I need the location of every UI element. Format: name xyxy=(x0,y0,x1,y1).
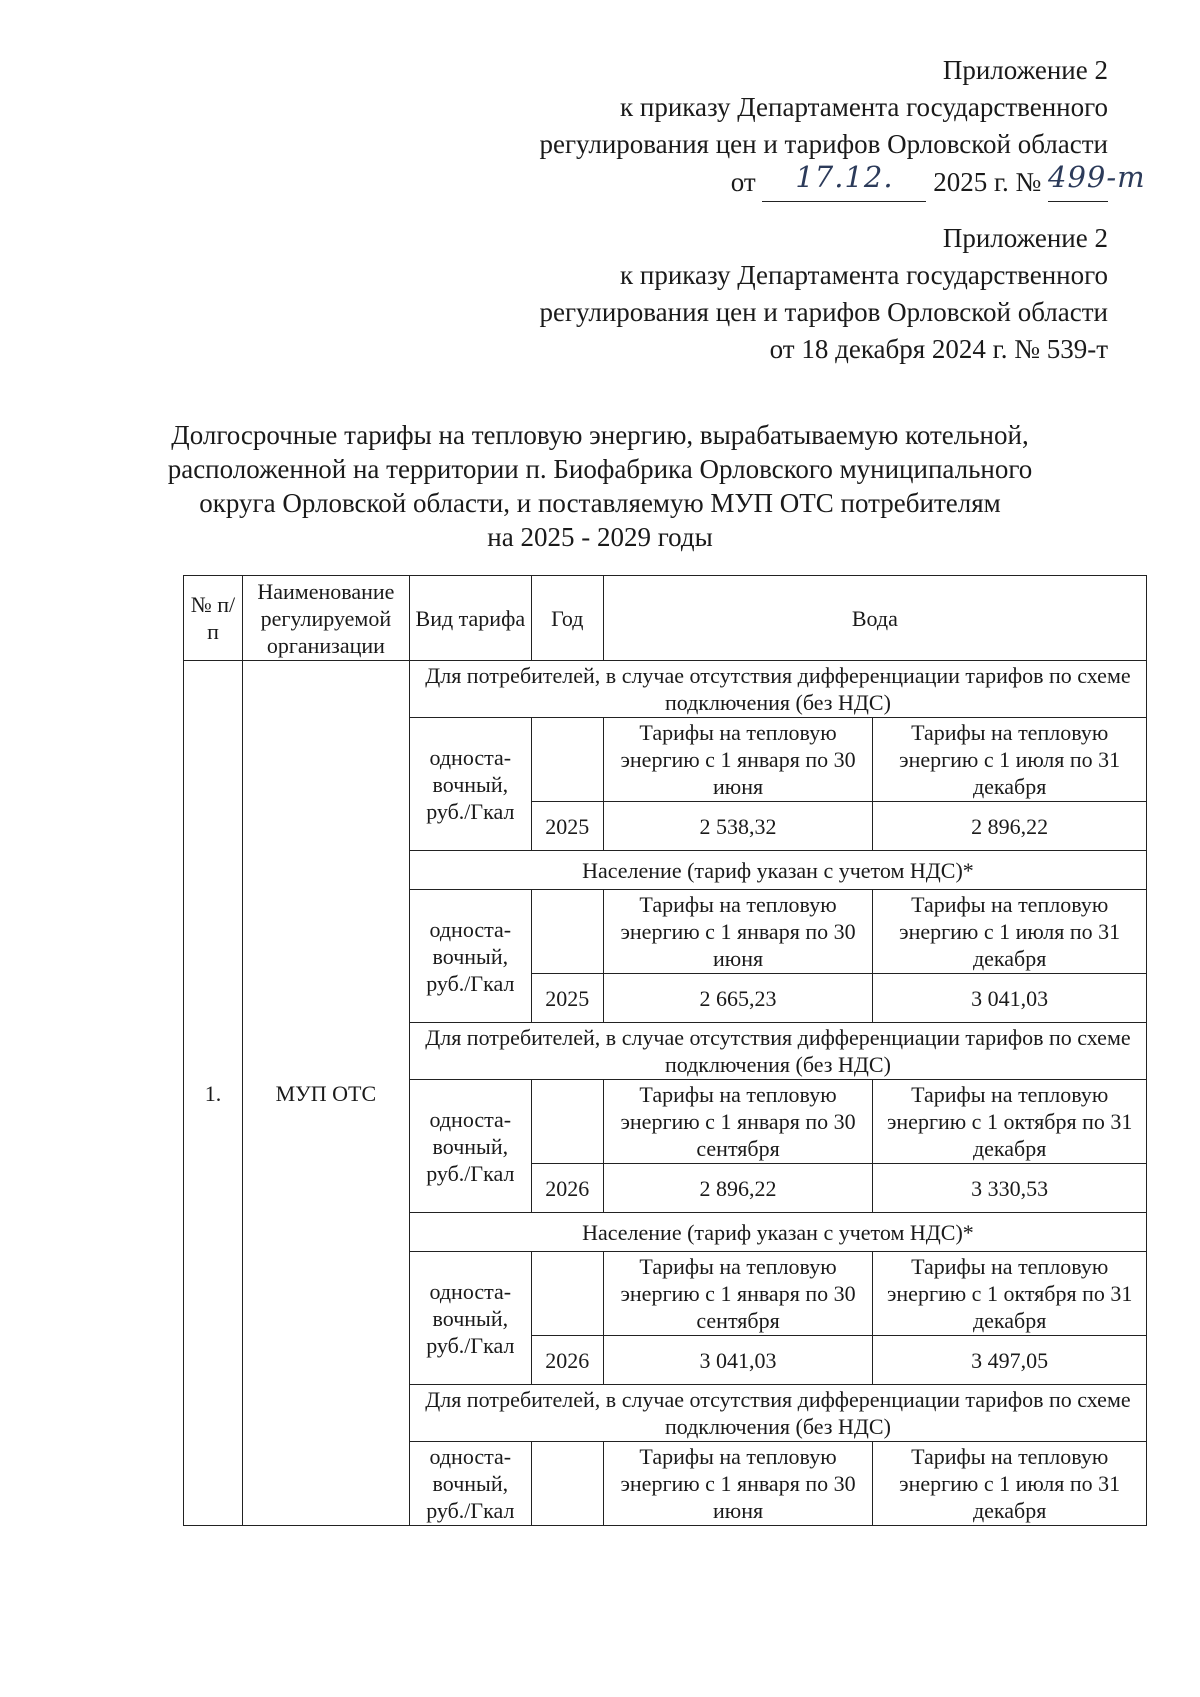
empty-year-cell xyxy=(531,718,603,802)
section-title: Для потребителей, в случае отсутствия дифференциации тарифов по схеме подключения (без НДС) xyxy=(409,1023,1146,1080)
appendix-old-line2: к приказу Департамента государственного xyxy=(620,260,1108,290)
title-line2: расположенной на территории п. Биофабрика Орловского муниципального xyxy=(167,454,1033,484)
appendix-new-date-line xyxy=(539,160,1146,202)
tariff-value-1: 2 896,22 xyxy=(603,1164,873,1213)
tariff-type: односта-вочный, руб./Гкал xyxy=(409,1080,531,1213)
title-line4: на 2025 - 2029 годы xyxy=(487,522,713,552)
period-1-label: Тарифы на тепловую энергию с 1 января по 30 сентября xyxy=(603,1080,873,1164)
year-text: 2025 г. № xyxy=(933,167,1042,197)
title-line3: округа Орловской области, и поставляемую МУП ОТС потребителям xyxy=(199,488,1001,518)
section-title: Население (тариф указан с учетом НДС)* xyxy=(409,851,1146,890)
appendix-old-line3: регулирования цен и тарифов Орловской области xyxy=(539,297,1108,327)
header-org: Наименование регулируемой организации xyxy=(242,576,409,661)
date-blank xyxy=(762,160,926,202)
tariff-value-2: 3 041,03 xyxy=(873,974,1147,1023)
date-prefix: от xyxy=(730,167,756,197)
tariff-value-1: 3 041,03 xyxy=(603,1336,873,1385)
org-name: МУП ОТС xyxy=(242,661,409,1526)
appendix-old-line4: от 18 декабря 2024 г. № 539-т xyxy=(769,334,1108,364)
tariff-type: односта-вочный, руб./Гкал xyxy=(409,890,531,1023)
period-2-label: Тарифы на тепловую энергию с 1 июля по 31 декабря xyxy=(873,1442,1147,1526)
year-cell: 2025 xyxy=(531,802,603,851)
period-2-label: Тарифы на тепловую энергию с 1 июля по 31 декабря xyxy=(873,718,1147,802)
tariff-type: односта-вочный, руб./Гкал xyxy=(409,718,531,851)
handwritten-date: 17.12. xyxy=(795,160,894,194)
empty-year-cell xyxy=(531,1080,603,1164)
number-blank xyxy=(1048,160,1146,202)
period-1-label: Тарифы на тепловую энергию с 1 января по 30 июня xyxy=(603,718,873,802)
tariff-value-2: 3 497,05 xyxy=(873,1336,1147,1385)
title-line1: Долгосрочные тарифы на тепловую энергию, вырабатываемую котельной, xyxy=(171,420,1029,450)
tariff-type: односта-вочный, руб./Гкал xyxy=(409,1252,531,1385)
row-number: 1. xyxy=(184,661,243,1526)
tariff-value-2: 2 896,22 xyxy=(873,802,1147,851)
empty-year-cell xyxy=(531,1252,603,1336)
appendix-old-line1: Приложение 2 xyxy=(942,223,1108,253)
empty-year-cell xyxy=(531,1442,603,1526)
year-cell: 2026 xyxy=(531,1336,603,1385)
period-2-label: Тарифы на тепловую энергию с 1 октября по 31 декабря xyxy=(873,1252,1147,1336)
appendix-new-line1: Приложение 2 xyxy=(942,55,1108,85)
period-2-label: Тарифы на тепловую энергию с 1 октября по 31 декабря xyxy=(873,1080,1147,1164)
section-title-row xyxy=(184,661,1147,718)
section-title: Для потребителей, в случае отсутствия дифференциации тарифов по схеме подключения (без НДС) xyxy=(409,661,1146,718)
handwritten-number: 499-т xyxy=(1048,160,1146,194)
year-cell: 2026 xyxy=(531,1164,603,1213)
header-type: Вид тарифа xyxy=(409,576,531,661)
tariff-value-1: 2 665,23 xyxy=(603,974,873,1023)
tariff-value-1: 2 538,32 xyxy=(603,802,873,851)
tariff-value-2: 3 330,53 xyxy=(873,1164,1147,1213)
tariff-table xyxy=(183,575,1147,1526)
appendix-new-line3: регулирования цен и тарифов Орловской области xyxy=(539,129,1108,159)
header-water: Вода xyxy=(603,576,1146,661)
year-cell: 2025 xyxy=(531,974,603,1023)
header-num: № п/п xyxy=(184,576,243,661)
header-year: Год xyxy=(531,576,603,661)
appendix-header-new xyxy=(539,52,1146,202)
tariff-type: односта-вочный, руб./Гкал xyxy=(409,1442,531,1526)
period-2-label: Тарифы на тепловую энергию с 1 июля по 31 декабря xyxy=(873,890,1147,974)
document-title xyxy=(150,418,1050,554)
section-title: Для потребителей, в случае отсутствия дифференциации тарифов по схеме подключения (без НДС) xyxy=(409,1385,1146,1442)
table-header-row xyxy=(184,576,1147,661)
appendix-new-line2: к приказу Департамента государственного xyxy=(620,92,1108,122)
period-1-label: Тарифы на тепловую энергию с 1 января по 30 июня xyxy=(603,1442,873,1526)
period-1-label: Тарифы на тепловую энергию с 1 января по 30 сентября xyxy=(603,1252,873,1336)
section-title: Население (тариф указан с учетом НДС)* xyxy=(409,1213,1146,1252)
empty-year-cell xyxy=(531,890,603,974)
period-1-label: Тарифы на тепловую энергию с 1 января по 30 июня xyxy=(603,890,873,974)
appendix-header-old xyxy=(539,220,1108,368)
